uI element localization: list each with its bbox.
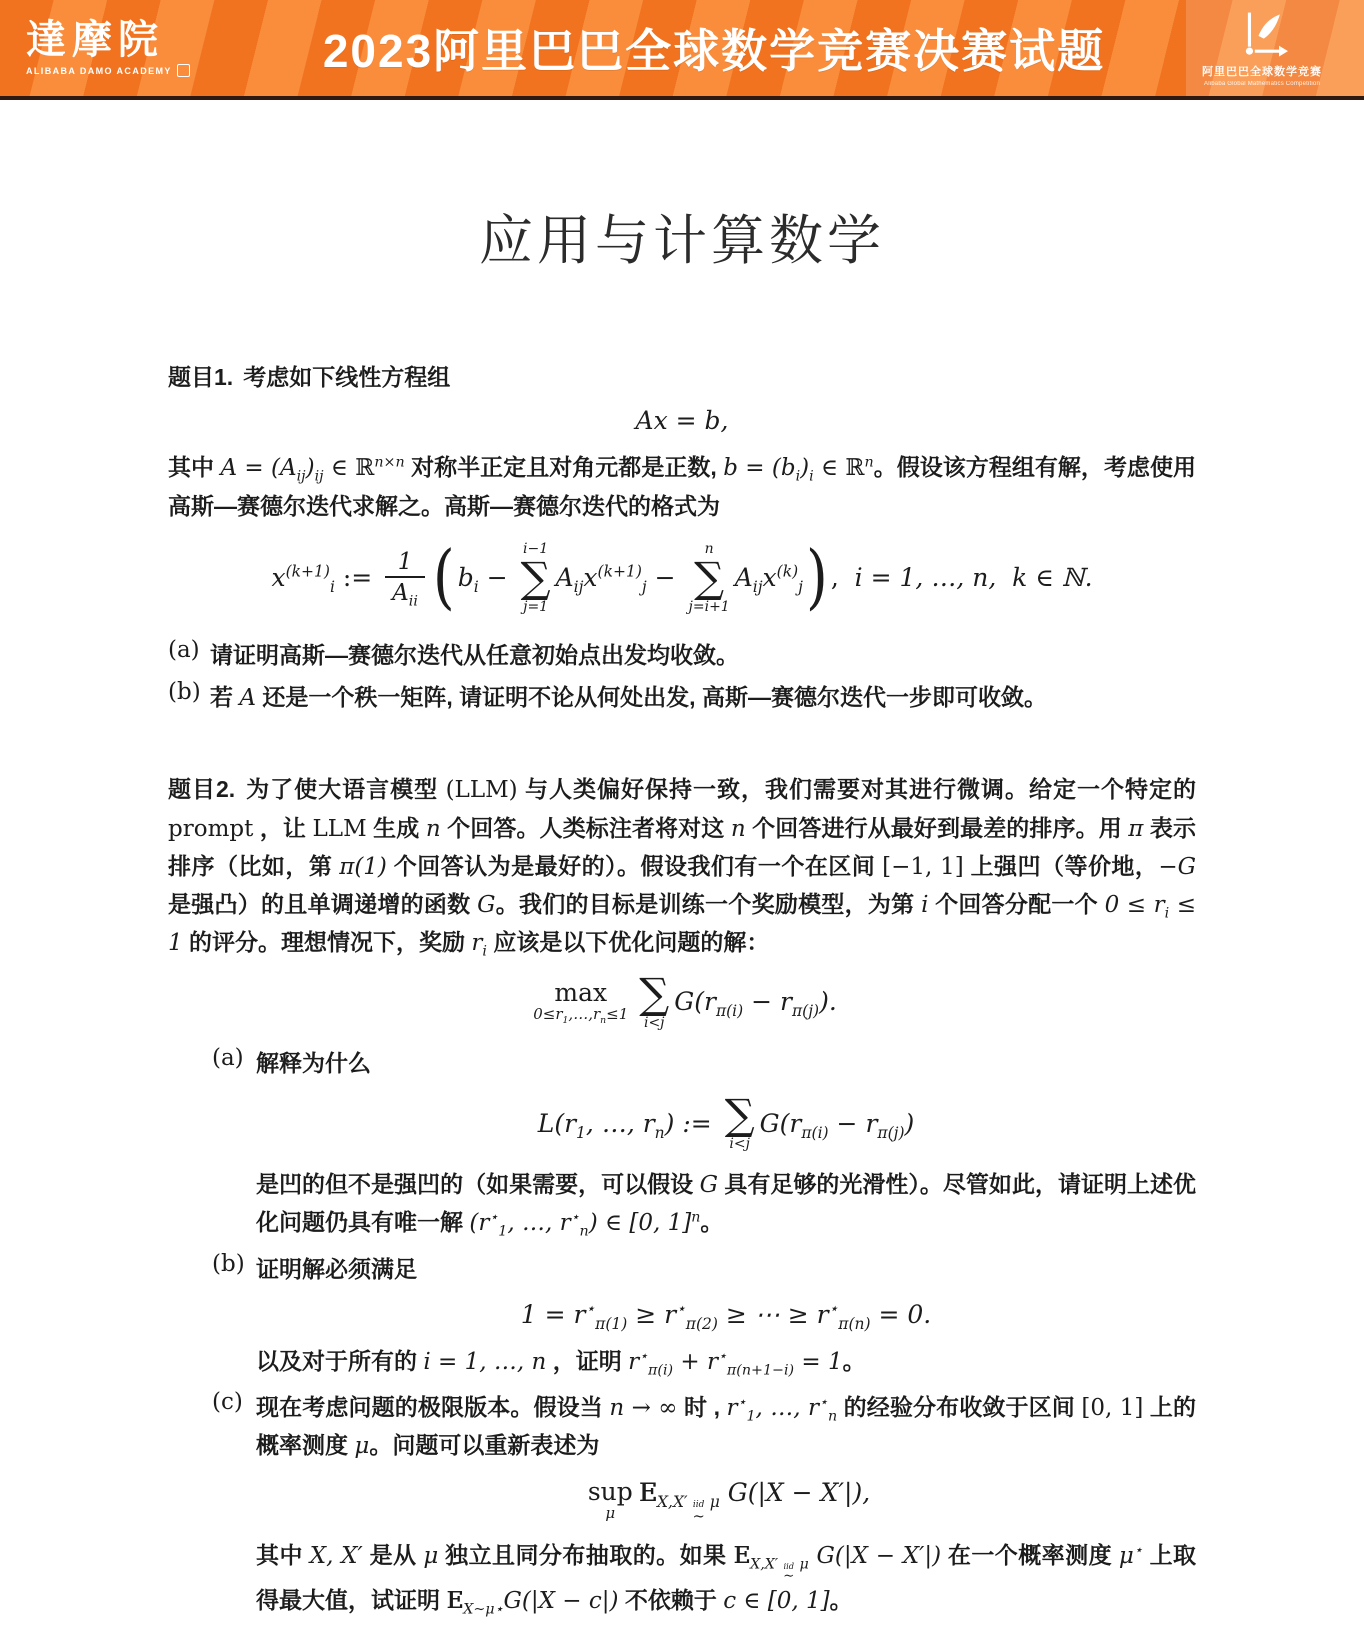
loss-formula — [256, 1090, 1196, 1153]
competition-axis-icon — [1233, 9, 1291, 61]
gs-sum-1 — [521, 541, 551, 615]
item-text: 请证明高斯—赛德尔迭代从任意初始点出发均收敛。 — [210, 641, 739, 668]
loss-rhs: $G(r_{\pi(i)} - r_{\pi(j)})$ — [759, 1108, 915, 1142]
max-operator — [533, 978, 629, 1027]
sigma-icon: ∑ — [724, 1090, 755, 1140]
problem-1-label: 题目1. — [168, 364, 234, 390]
max-label: max — [554, 978, 608, 1008]
equation-axb-text: Ax = b, — [635, 406, 729, 436]
gs-left-paren: ( — [432, 536, 455, 618]
item-after-text: 是凹的但不是强凹的（如果需要，可以假设 G 具有足够的光滑性）。尽管如此，请证明上述优化问题仍具有唯一解 ($r^⋆_1$, …, $r^⋆_n$) ∈ [0, 1]$^n$。 — [256, 1171, 1197, 1240]
item-tag: (a) — [212, 1044, 244, 1071]
loss-sum — [724, 1090, 755, 1153]
item-lead: 证明解必须满足 — [256, 1255, 417, 1282]
chain-inequality-formula — [256, 1299, 1196, 1333]
document — [168, 100, 1196, 1620]
sigma-icon: ∑ — [694, 552, 725, 602]
item-tag: (a) — [168, 636, 200, 663]
item-after-text: 以及对于所有的 i = 1, …, n ，证明 $r^⋆_{\pi(i)} + r^⋆_{\pi(n+1-i)} = 1$。 — [256, 1347, 866, 1379]
loss-lhs: $L(r_1$, …, $r_n$) := — [537, 1108, 720, 1142]
chain-inequality: $1 = r^⋆_{\pi(1)} \ge r^⋆_{\pi(2)}$ ≥ ⋯ ≥ $r^⋆_{\pi(n)} = 0$. — [520, 1299, 932, 1333]
gs-term-post: $A_{ij}x^{(k)}_j$ — [734, 563, 803, 597]
gs-term-mid: $A_{ij}x^{(k+1)}_j$ − — [555, 563, 684, 597]
header-banner — [0, 0, 1364, 100]
max-constraint: $0\le r_1,\dots,r_n\le 1$ — [533, 1005, 629, 1027]
problem-2-item-c — [212, 1389, 1196, 1620]
item-content — [256, 1251, 1196, 1382]
competition-logo — [1186, 9, 1338, 87]
document-title: 应用与计算数学 — [479, 211, 885, 271]
gs-sum-1-upper: i−1 — [523, 540, 549, 557]
problem-1-body: 其中 $A = (A_{ij})_{ij}$ ∈ ℝ$^{n\times n}$ 对称半正定且对角元都是正数, $b = (b_i)_i$ ∈ ℝ$^n$。假设该方程组有解，考虑使用高斯—赛德尔迭代求解之。高斯—赛德尔迭代的格式为 — [168, 454, 1197, 519]
sup-operator — [587, 1476, 633, 1522]
item-content — [256, 1045, 1196, 1243]
item-tag: (b) — [212, 1250, 245, 1277]
damo-logo-en — [26, 64, 242, 77]
item-text: 若 A 还是一个秩一矩阵, 请证明不论从何处出发, 高斯—赛德尔迭代一步即可收敛。 — [210, 684, 1047, 712]
problem-1-item-b — [168, 679, 1196, 717]
item-tag: (c) — [212, 1389, 243, 1416]
gs-lhs: $x^{(k+1)}_i$ := — [271, 563, 381, 597]
damo-seal-icon — [177, 64, 190, 77]
damo-logo — [26, 19, 242, 77]
gs-fraction — [385, 548, 425, 610]
sup-constraint: μ — [605, 1503, 616, 1522]
problem-2 — [168, 771, 1196, 1620]
item-after-text: 其中 X, X′ 是从 μ 独立且同分布抽取的。如果 $E_{X,X'}$ $_{iid \sim}$ $_\mu$ G(|X − X′|) 在一个概率测度 μ⋆ 上取得最大值，试证明 $E_{X\sim\mu⋆}G(|X - c|)$ 不依赖于 c ∈ [0, 1]。 — [256, 1542, 1197, 1618]
problem-1-intro — [168, 359, 1196, 396]
opt-sum — [639, 968, 670, 1031]
damo-logo-cn: 達摩院 — [26, 17, 164, 62]
problem-2-label: 题目2. — [168, 776, 236, 803]
damo-logo-en-text: ALIBABA DAMO ACADEMY — [26, 65, 172, 76]
problem-1 — [168, 359, 1196, 717]
item-lead: 解释为什么 — [256, 1049, 371, 1076]
gs-sum-1-lower: j=1 — [523, 598, 549, 615]
sup-expectation-body: $E_{X,X'}$ $_{iid \sim}$ $_\mu$ G(|X − X′|), — [638, 1477, 871, 1525]
sup-label: sup — [587, 1476, 633, 1506]
gauss-seidel-formula — [168, 536, 1196, 618]
problem-1-item-a — [168, 637, 1196, 674]
problem-2-body — [168, 771, 1196, 962]
gs-sum-2 — [689, 541, 730, 615]
gs-tail: , i = 1, …, n, k ∈ ℕ. — [830, 563, 1093, 593]
item-lead: 现在考虑问题的极限版本。假设当 n → ∞ 时 , $r^⋆_1$, …, $r^⋆_n$ 的经验分布收敛于区间 [0, 1] 上的概率测度 μ。问题可以重新表述为 — [256, 1394, 1197, 1460]
header-title: 2023阿里巴巴全球数学竞赛决赛试题 — [322, 25, 1106, 77]
opt-objective: $G(r_{\pi(i)} - r_{\pi(j)})$. — [674, 987, 837, 1021]
problem-2-body-text: 为了使大语言模型 (LLM) 与人类偏好保持一致，我们需要对其进行微调。给定一个特定的 prompt ，让 LLM 生成 n 个回答。人类标注者将对这 n 个回答进行从最好到最差的排序。用 π 表示排序（比如，第 π(1) 个回答认为是最好的）。假设我们有一个在区间 [−1, 1] 上强凹（等价地，−G 是强凸）的且单调递增的函数 G。我们的目标是训练一个奖励模型，为第 i 个回答分配一个 $0 \le r_i \le 1$ 的评分。理想情况下，奖励 $r_i$ 应该是以下优化问题的解： — [168, 776, 1197, 961]
item-tag: (b) — [168, 679, 201, 706]
optimization-formula — [168, 968, 1196, 1031]
opt-sum-lower: i<j — [643, 1014, 665, 1031]
equation-axb — [168, 406, 1196, 435]
loss-sum-lower: i<j — [729, 1136, 750, 1153]
competition-logo-cn: 阿里巴巴全球数学竞赛 — [1202, 66, 1322, 78]
gs-sum-2-upper: n — [704, 540, 714, 557]
problem-2-item-a — [212, 1045, 1196, 1243]
problem-2-item-b — [212, 1251, 1196, 1382]
gs-right-paren: ) — [805, 536, 828, 618]
sigma-icon: ∑ — [639, 968, 670, 1018]
gs-sum-2-lower: j=i+1 — [688, 598, 730, 615]
problem-1-intro-text: 考虑如下线性方程组 — [243, 364, 451, 390]
competition-logo-en: Alibaba Global Mathematics Competition — [1204, 81, 1320, 87]
gs-denominator: $A_{ii}$ — [385, 576, 425, 606]
sup-expectation-formula — [256, 1478, 1196, 1523]
gs-numerator: 1 — [397, 548, 413, 575]
sigma-icon: ∑ — [520, 552, 551, 602]
gs-term-b: $b_i$ − — [457, 563, 516, 597]
item-content — [256, 1389, 1196, 1620]
